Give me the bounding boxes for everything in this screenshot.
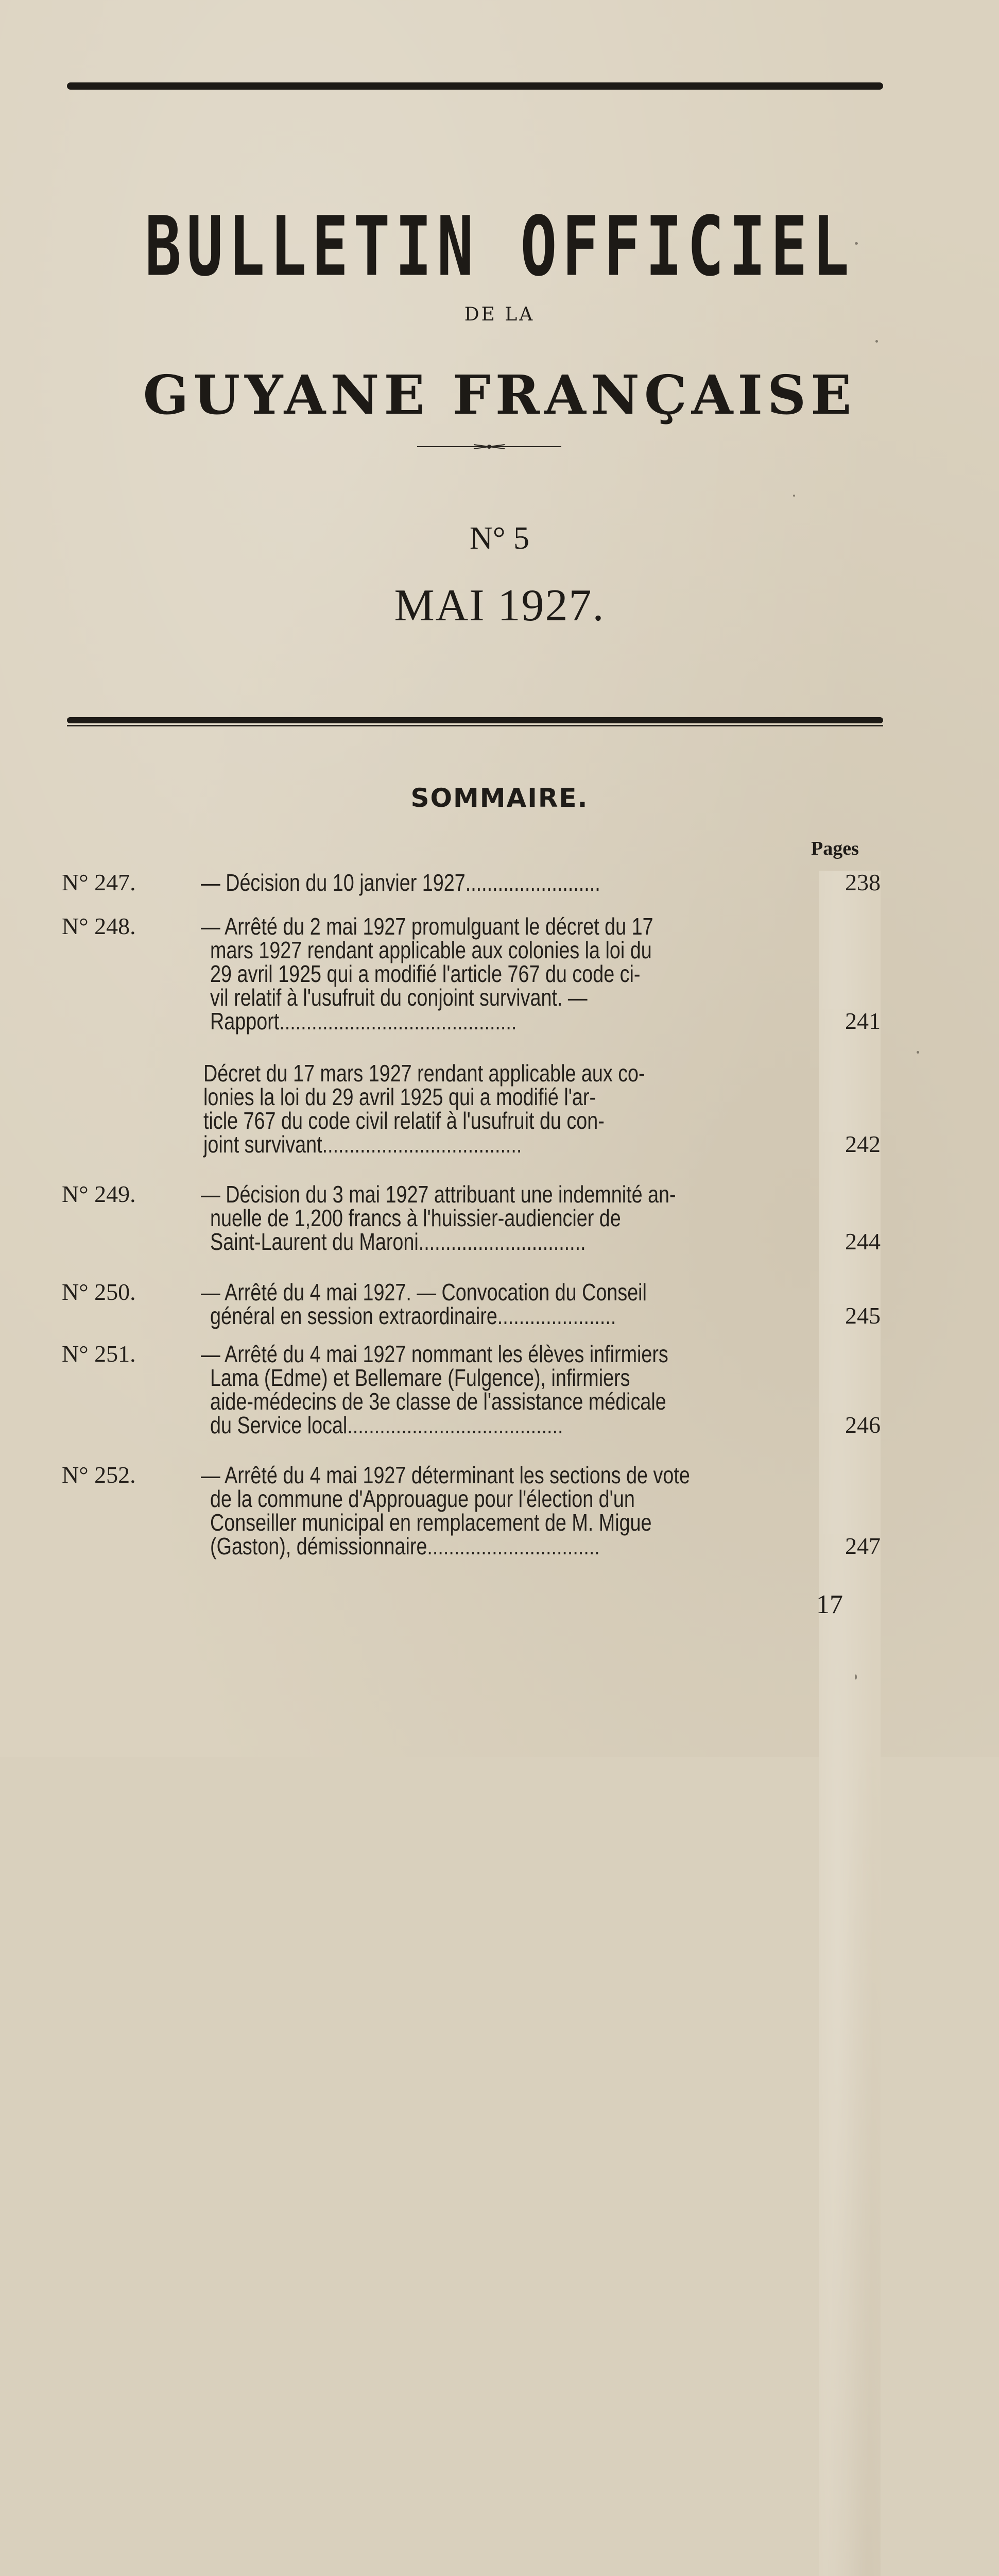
entry-line: du Service local........................................ bbox=[210, 1412, 563, 1438]
entry-line: — Décision du 3 mai 1927 attribuant une indemnité an- bbox=[201, 1181, 676, 1208]
entry-line: Conseiller municipal en remplacement de M. Migue bbox=[210, 1509, 652, 1536]
entry-number: N° 250. bbox=[62, 1279, 136, 1305]
entry-line: Lama (Edme) et Bellemare (Fulgence), infirmiers bbox=[210, 1364, 630, 1391]
paper-speck bbox=[917, 1051, 919, 1054]
entry-line: — Arrêté du 4 mai 1927 nommant les élèves infirmiers bbox=[201, 1341, 668, 1367]
entry-page-number: 238 bbox=[819, 871, 881, 2576]
summary-heading: SOMMAIRE. bbox=[410, 783, 589, 813]
title-bulletin-officiel: BULLETIN OFFICIEL bbox=[145, 198, 854, 295]
entry-line: lonies la loi du 29 avril 1925 qui a modifié l'ar- bbox=[203, 1083, 596, 1110]
entry-line: de la commune d'Approuague pour l'élection d'un bbox=[210, 1485, 635, 1512]
title-guyane-francaise: GUYANE FRANÇAISE bbox=[143, 363, 856, 427]
ornament-divider bbox=[417, 443, 561, 450]
entry-line: (Gaston), démissionnaire................................ bbox=[210, 1533, 600, 1560]
issue-date: MAI 1927. bbox=[394, 581, 605, 631]
entry-line: Rapport............................................ bbox=[210, 1008, 517, 1035]
entry-line: — Arrêté du 4 mai 1927 déterminant les sections de vote bbox=[201, 1462, 690, 1488]
entry-number: N° 251. bbox=[62, 1341, 136, 1367]
entry-page-number: 246 bbox=[819, 1413, 881, 2576]
entry-page-number: 241 bbox=[819, 1009, 881, 2576]
entry-line: Saint-Laurent du Maroni............................... bbox=[210, 1228, 586, 1255]
entry-line: nuelle de 1,200 francs à l'huissier-audiencier de bbox=[210, 1205, 621, 1231]
middle-rule bbox=[67, 717, 883, 723]
entry-number: N° 249. bbox=[62, 1181, 136, 1207]
entry-line: aide-médecins de 3e classe de l'assistance médicale bbox=[210, 1388, 666, 1415]
entry-page-number: 244 bbox=[819, 1230, 881, 2576]
paper-speck bbox=[855, 1674, 857, 1680]
entry-number: N° 252. bbox=[62, 1462, 136, 1488]
entry-text bbox=[201, 1280, 870, 1328]
entry-line: ticle 767 du code civil relatif à l'usufruit du con- bbox=[203, 1107, 605, 1134]
pages-column-label: Pages bbox=[811, 838, 859, 859]
entry-line: joint survivant..................................... bbox=[203, 1131, 522, 1158]
entry-line: vil relatif à l'usufruit du conjoint survivant. — bbox=[210, 984, 588, 1011]
entry-number: N° 247. bbox=[62, 869, 136, 895]
entry-text bbox=[201, 914, 870, 1033]
entry-page-number: 245 bbox=[819, 1304, 881, 2576]
entry-text bbox=[201, 1342, 870, 1437]
title-de-la: DE LA bbox=[464, 304, 535, 325]
top-rule bbox=[67, 82, 883, 90]
paper-speck bbox=[875, 340, 878, 343]
entry-text bbox=[201, 1463, 870, 1558]
paper-speck bbox=[793, 495, 795, 497]
paper-speck bbox=[855, 242, 858, 245]
entry-text bbox=[201, 871, 870, 894]
entry-page-number: 247 bbox=[819, 1534, 881, 2576]
summary-subentry-decret bbox=[203, 1061, 881, 1156]
entry-page-number: 242 bbox=[819, 1132, 881, 2576]
entry-text bbox=[201, 1182, 870, 1253]
entry-line: général en session extraordinaire...................... bbox=[210, 1302, 616, 1329]
entry-line: Décret du 17 mars 1927 rendant applicable aux co- bbox=[203, 1060, 645, 1087]
entry-line: — Arrêté du 2 mai 1927 promulguant le décret du 17 bbox=[201, 913, 653, 940]
entry-line: — Décision du 10 janvier 1927......................... bbox=[201, 869, 600, 896]
entry-line: — Arrêté du 4 mai 1927. — Convocation du Conseil bbox=[201, 1279, 647, 1306]
issue-number: N° 5 bbox=[469, 521, 530, 556]
entry-line: mars 1927 rendant applicable aux colonies la loi du bbox=[210, 937, 652, 963]
entry-line: 29 avril 1925 qui a modifié l'article 767 du code ci- bbox=[210, 960, 641, 987]
page-folio-number: 17 bbox=[816, 1590, 843, 1619]
entry-number: N° 248. bbox=[62, 913, 136, 939]
